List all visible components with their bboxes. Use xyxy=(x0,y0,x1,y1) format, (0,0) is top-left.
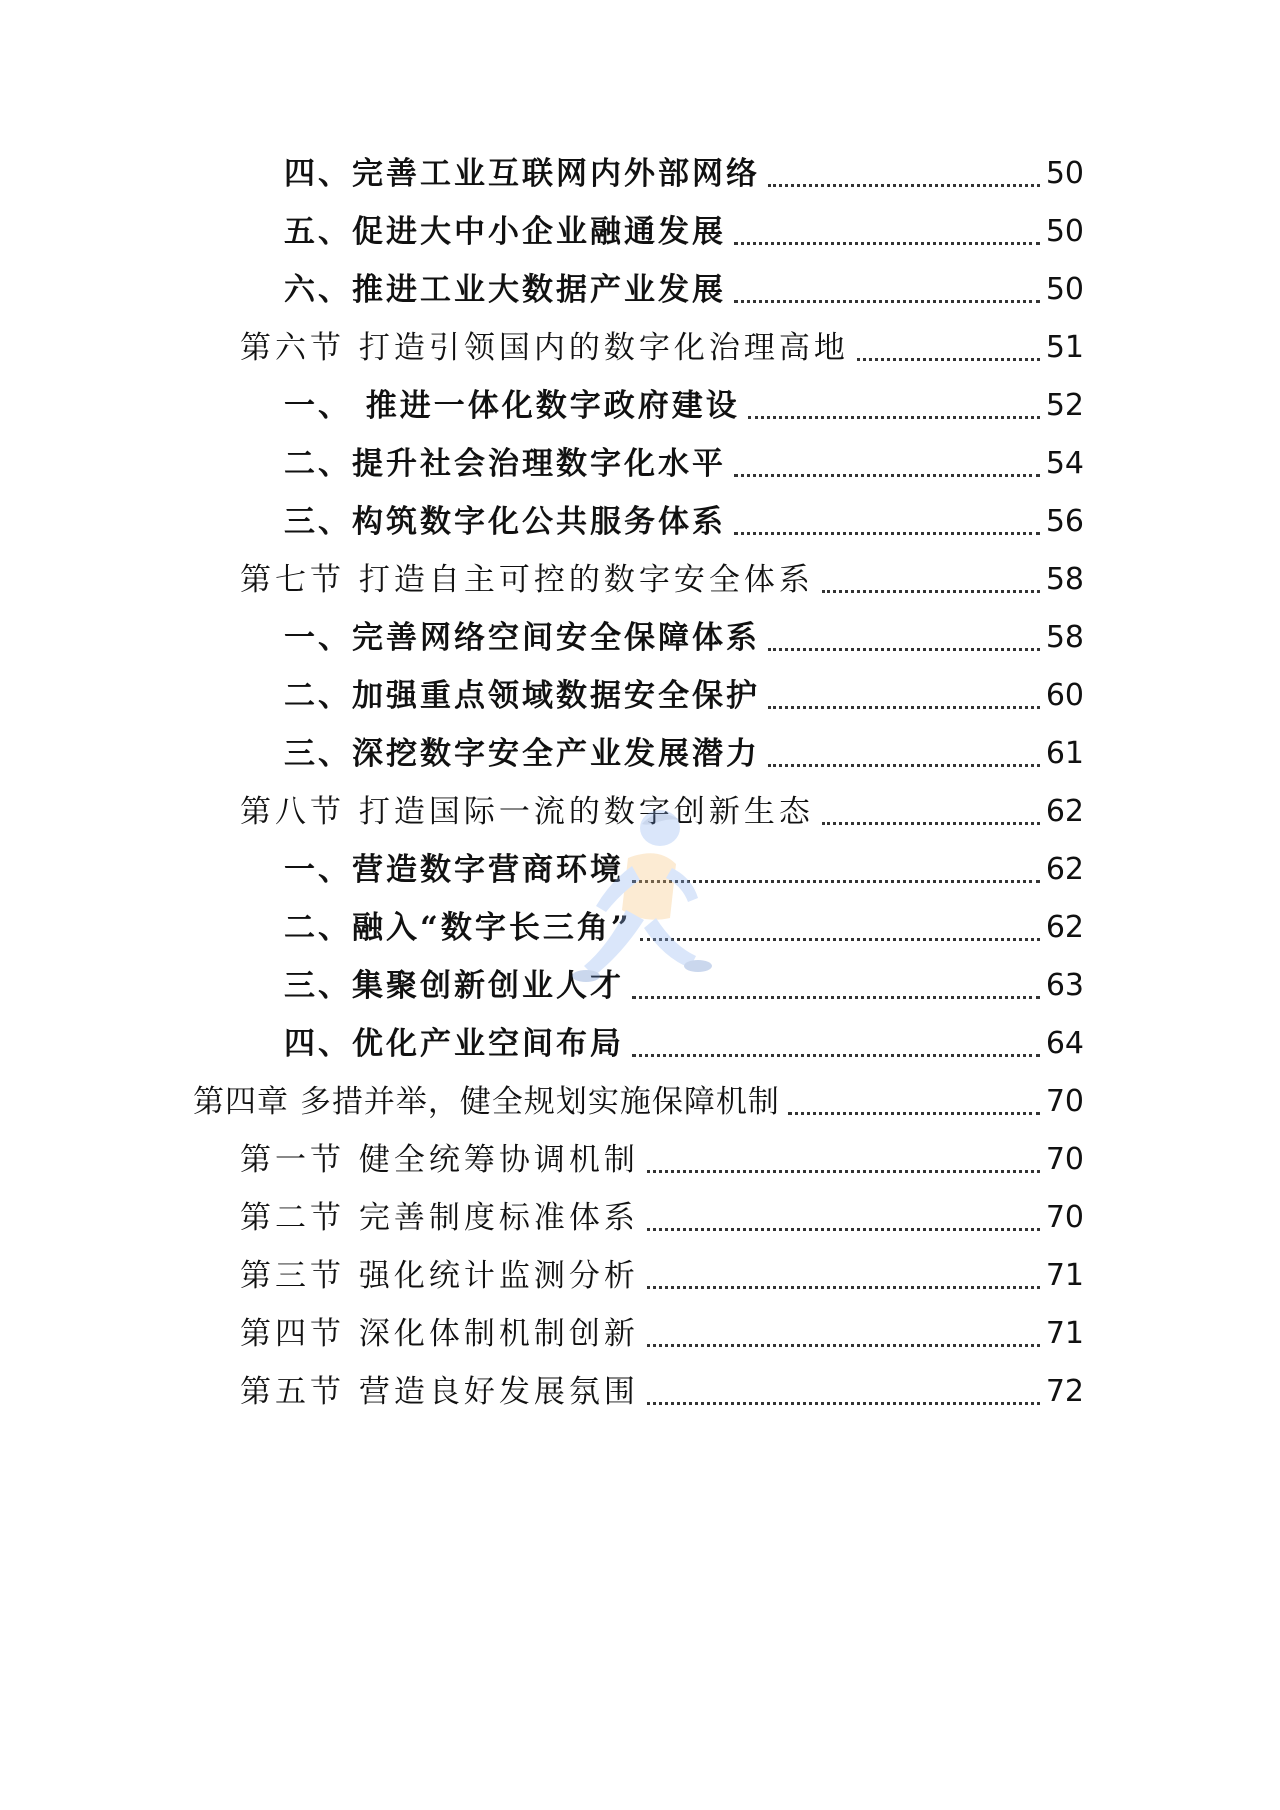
toc-dot-leader xyxy=(734,300,1040,303)
toc-entry-title: 第六节 打造引领国内的数字化治理高地 xyxy=(240,330,849,366)
toc-page-number: 51 xyxy=(1045,330,1084,365)
toc-page-number: 62 xyxy=(1045,910,1084,945)
toc-entry-title: 第四节 深化体制机制创新 xyxy=(240,1316,639,1352)
toc-entry-title: 第二节 完善制度标准体系 xyxy=(240,1200,639,1236)
toc-entry-title: 第一节 健全统筹协调机制 xyxy=(240,1142,639,1178)
toc-dot-leader xyxy=(734,532,1040,535)
toc-dot-leader xyxy=(632,1054,1040,1057)
toc-entry-title: 第三节 强化统计监测分析 xyxy=(240,1258,639,1294)
toc-page-number: 54 xyxy=(1045,446,1084,481)
toc-entry[interactable] xyxy=(284,662,1084,718)
toc-page-number: 70 xyxy=(1045,1142,1084,1177)
toc-page-number: 58 xyxy=(1045,562,1084,597)
toc-entry-title: 第七节 打造自主可控的数字安全体系 xyxy=(240,562,814,598)
toc-page-number: 56 xyxy=(1045,504,1084,539)
toc-entry-chapter[interactable] xyxy=(193,1068,1084,1124)
toc-page-number: 62 xyxy=(1045,794,1084,829)
toc-entry[interactable] xyxy=(284,372,1084,428)
toc-dot-leader xyxy=(822,590,1040,593)
toc-entry[interactable] xyxy=(284,140,1084,196)
toc-dot-leader xyxy=(734,242,1040,245)
toc-entry-title: 二、提升社会治理数字化水平 xyxy=(284,446,726,482)
toc-page-number: 50 xyxy=(1045,156,1084,191)
toc-entry[interactable] xyxy=(284,488,1084,544)
toc-dot-leader xyxy=(788,1112,1040,1115)
toc-entry[interactable] xyxy=(284,720,1084,776)
toc-entry[interactable] xyxy=(240,314,1084,370)
toc-entry-title: 第四章 多措并举，健全规划实施保障机制 xyxy=(193,1084,780,1120)
toc-entry-title: 第五节 营造良好发展氛围 xyxy=(240,1374,639,1410)
toc-page-number: 62 xyxy=(1045,852,1084,887)
toc-page-number: 72 xyxy=(1045,1374,1084,1409)
toc-entry[interactable] xyxy=(240,1358,1084,1414)
toc-dot-leader xyxy=(768,764,1040,767)
toc-entry-title: 三、深挖数字安全产业发展潜力 xyxy=(284,736,760,772)
toc-page-number: 52 xyxy=(1045,388,1084,423)
toc-dot-leader xyxy=(647,1228,1040,1231)
toc-entry-title: 一、营造数字营商环境 xyxy=(284,852,624,888)
toc-dot-leader xyxy=(632,880,1040,883)
toc-dot-leader xyxy=(822,822,1040,825)
toc-dot-leader xyxy=(768,648,1040,651)
toc-entry[interactable] xyxy=(284,952,1084,1008)
toc-page-number: 50 xyxy=(1045,272,1084,307)
toc-page-number: 71 xyxy=(1045,1258,1084,1293)
toc-dot-leader xyxy=(647,1170,1040,1173)
toc-entry-title: 二、融入“数字长三角” xyxy=(284,910,632,946)
toc-entry[interactable] xyxy=(240,1184,1084,1240)
toc-entry-title: 一、 推进一体化数字政府建设 xyxy=(284,388,740,424)
toc-page-number: 70 xyxy=(1045,1200,1084,1235)
toc-entry-title: 六、推进工业大数据产业发展 xyxy=(284,272,726,308)
toc-dot-leader xyxy=(768,706,1040,709)
toc-page-number: 70 xyxy=(1045,1084,1084,1119)
toc-entry[interactable] xyxy=(284,894,1084,950)
toc-page-number: 58 xyxy=(1045,620,1084,655)
toc-entry[interactable] xyxy=(284,604,1084,660)
toc-entry[interactable] xyxy=(240,1126,1084,1182)
toc-entry[interactable] xyxy=(240,1242,1084,1298)
toc-page-number: 61 xyxy=(1045,736,1084,771)
toc-entry-title: 一、完善网络空间安全保障体系 xyxy=(284,620,760,656)
toc-entry[interactable] xyxy=(284,1010,1084,1066)
toc-page-number: 71 xyxy=(1045,1316,1084,1351)
toc-entry-title: 四、优化产业空间布局 xyxy=(284,1026,624,1062)
toc-dot-leader xyxy=(647,1344,1040,1347)
toc-entry[interactable] xyxy=(284,430,1084,486)
toc-dot-leader xyxy=(647,1286,1040,1289)
toc-page-number: 50 xyxy=(1045,214,1084,249)
toc-dot-leader xyxy=(748,416,1040,419)
toc-entry[interactable] xyxy=(240,1300,1084,1356)
toc-dot-leader xyxy=(768,184,1040,187)
toc-entry[interactable] xyxy=(284,836,1084,892)
toc-entry-title: 五、促进大中小企业融通发展 xyxy=(284,214,726,250)
toc-entry-title: 二、加强重点领域数据安全保护 xyxy=(284,678,760,714)
toc-entry-title: 三、构筑数字化公共服务体系 xyxy=(284,504,726,540)
toc-entry[interactable] xyxy=(284,256,1084,312)
toc-dot-leader xyxy=(857,358,1040,361)
toc-entry[interactable] xyxy=(284,198,1084,254)
toc-page-number: 60 xyxy=(1045,678,1084,713)
toc-dot-leader xyxy=(640,938,1040,941)
toc-entry[interactable] xyxy=(240,546,1084,602)
toc-page-number: 64 xyxy=(1045,1026,1084,1061)
toc-entry-title: 第八节 打造国际一流的数字创新生态 xyxy=(240,794,814,830)
toc-page-number: 63 xyxy=(1045,968,1084,1003)
toc-entry[interactable] xyxy=(240,778,1084,834)
toc-dot-leader xyxy=(632,996,1040,999)
toc-entry-title: 三、集聚创新创业人才 xyxy=(284,968,624,1004)
toc-dot-leader xyxy=(734,474,1040,477)
toc-entry-title: 四、完善工业互联网内外部网络 xyxy=(284,156,760,192)
toc-dot-leader xyxy=(647,1402,1040,1405)
